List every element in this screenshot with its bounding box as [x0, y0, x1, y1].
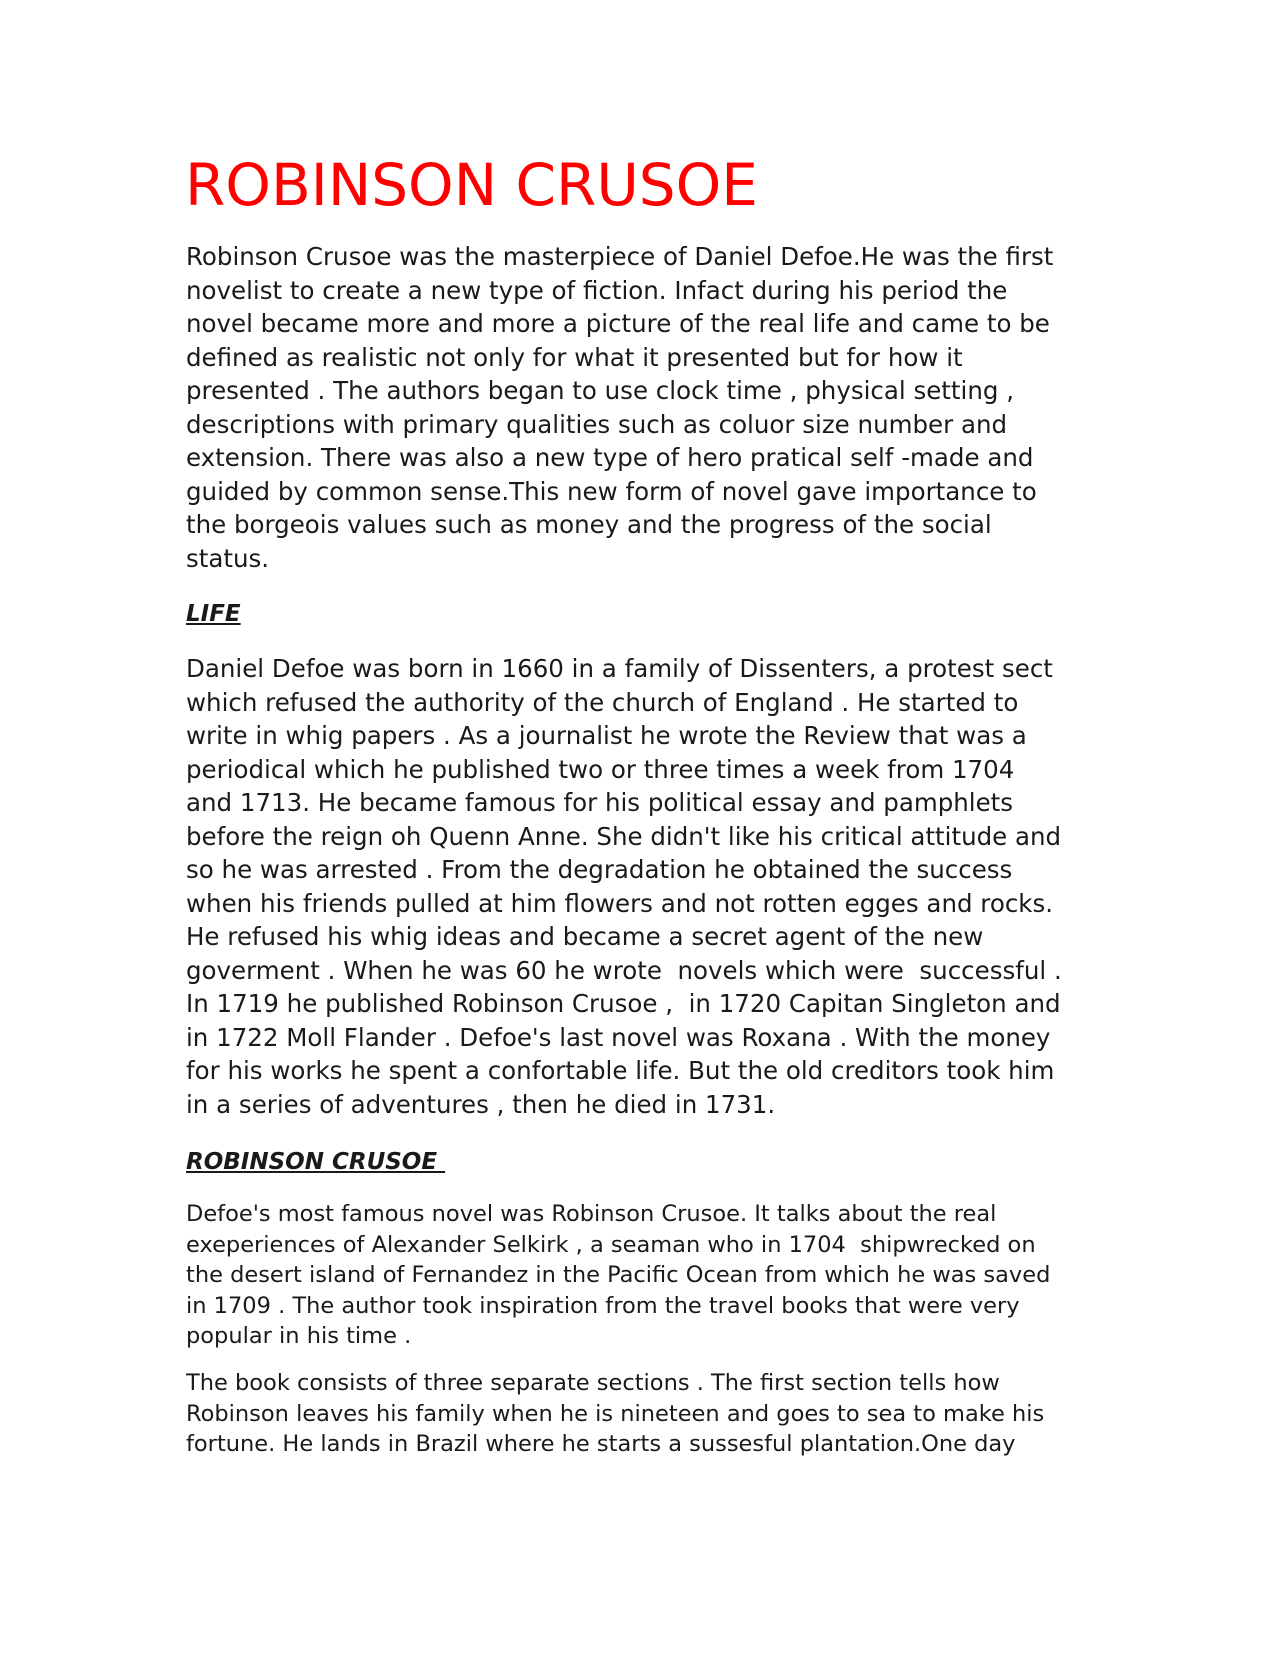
- intro-line: extension. There was also a new type of hero pratical self -made and: [186, 443, 1034, 472]
- intro-paragraph: [186, 240, 1086, 575]
- life-line: write in whig papers . As a journalist he wrote the Review that was a: [186, 721, 1027, 750]
- life-line: which refused the authority of the church of England . He started to: [186, 687, 1019, 717]
- intro-line: novelist to create a new type of fiction. Infact during his period the: [186, 275, 1008, 305]
- document-title: ROBINSON CRUSOE: [185, 151, 758, 219]
- intro-line: descriptions with primary qualities such as coluor size number and: [186, 409, 1008, 439]
- life-line: for his works he spent a confortable life. But the old creditors took him: [186, 1056, 1055, 1085]
- life-line: in a series of adventures , then he died in 1731.: [186, 1089, 776, 1119]
- sections-line: fortune. He lands in Brazil where he starts a sussesful plantation.One day: [186, 1431, 1016, 1457]
- novel-paragraph: [186, 1199, 1086, 1352]
- intro-line: status.: [186, 543, 270, 573]
- novel-line: exeperiences of Alexander Selkirk , a seaman who in 1704 shipwrecked on: [186, 1231, 1036, 1258]
- novel-line: the desert island of Fernandez in the Pacific Ocean from which he was saved: [186, 1262, 1051, 1288]
- life-line: when his friends pulled at him flowers and not rotten egges and rocks.: [186, 888, 1054, 918]
- intro-line: novel became more and more a picture of the real life and came to be: [186, 309, 1050, 338]
- intro-line: guided by common sense.This new form of novel gave importance to: [186, 476, 1037, 506]
- life-line: in 1722 Moll Flander . Defoe's last novel was Roxana . With the money: [186, 1022, 1051, 1052]
- intro-line: Robinson Crusoe was the masterpiece of Daniel Defoe.He was the first: [186, 242, 1054, 271]
- life-line: In 1719 he published Robinson Crusoe , in 1720 Capitan Singleton and: [186, 989, 1061, 1018]
- intro-line: the borgeois values such as money and the progress of the social: [186, 510, 992, 539]
- novel-line: popular in his time .: [186, 1323, 412, 1349]
- life-heading: LIFE: [186, 601, 241, 627]
- novel-line: in 1709 . The author took inspiration from the travel books that were very: [186, 1292, 1020, 1319]
- sections-line: Robinson leaves his family when he is nineteen and goes to sea to make his: [186, 1400, 1045, 1427]
- life-line: before the reign oh Quenn Anne. She didn't like his critical attitude and: [186, 821, 1062, 851]
- intro-line: presented . The authors began to use clock time , physical setting ,: [186, 376, 1014, 405]
- intro-line: defined as realistic not only for what it presented but for how it: [186, 342, 963, 372]
- novel-line: Defoe's most famous novel was Robinson Crusoe. It talks about the real: [186, 1201, 997, 1227]
- sections-line: The book consists of three separate sections . The first section tells how: [186, 1370, 1000, 1396]
- life-line: periodical which he published two or three times a week from 1704: [186, 754, 1015, 784]
- life-line: Daniel Defoe was born in 1660 in a family of Dissenters, a protest sect: [186, 654, 1053, 683]
- novel-heading: ROBINSON CRUSOE: [186, 1149, 446, 1175]
- sections-paragraph: [186, 1368, 1086, 1460]
- life-line: goverment . When he was 60 he wrote novels which were successful .: [186, 955, 1062, 985]
- life-paragraph: [186, 652, 1086, 1121]
- life-line: and 1713. He became famous for his political essay and pamphlets: [186, 788, 1014, 817]
- life-line: He refused his whig ideas and became a secret agent of the new: [186, 922, 984, 951]
- life-line: so he was arrested . From the degradation he obtained the success: [186, 855, 1013, 884]
